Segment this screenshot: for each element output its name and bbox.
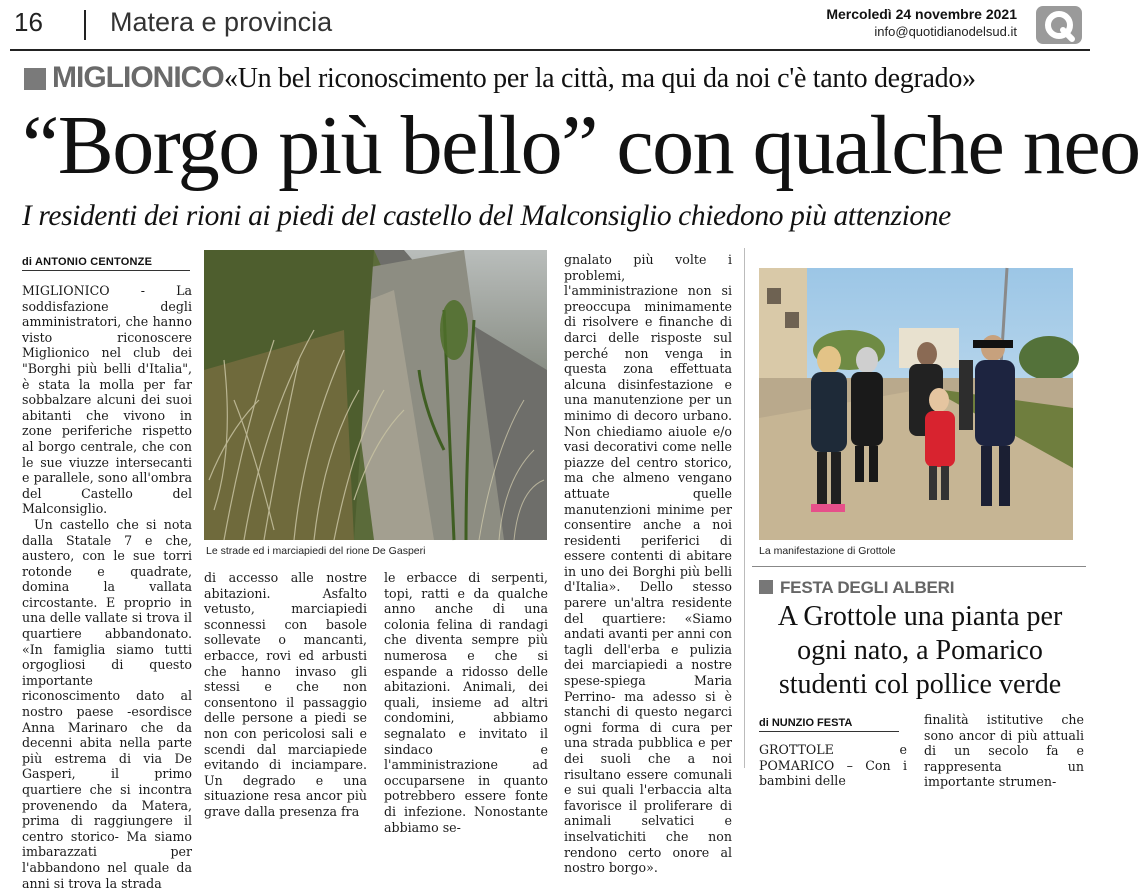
- sidebar-kicker-square-icon: [759, 580, 773, 594]
- sidebar-paragraph: finalità istitutive che sono ancor di più attuali di un secolo fa e rappresenta un importante strumen-: [924, 712, 1084, 790]
- article-column-2: [204, 570, 367, 820]
- photo-caption-sidewalk: Le strade ed i marciapiedi del rione De Gasperi: [206, 545, 426, 557]
- article-column-4: [564, 252, 732, 876]
- sidebar-photo-grottole: [759, 268, 1073, 540]
- article-byline: di ANTONIO CENTONZE: [22, 256, 153, 268]
- contact-email: info@quotidianodelsud.it: [874, 24, 1017, 39]
- article-paragraph: gnalato più volte i problemi, l'amministrazione non si preoccupa minimamente di risolvere e finanche di darci delle risposte sul perché non venga in questa zona effettuata alcuna disinfestazione e una manutenzione per un minimo di decoro urbano. Non chiediamo aiuole e/o vasi decorativi come nelle piazze del centro storico, ma che almeno vengano attuate quelle manutenzioni minime per consentire anche a noi residenti periferici di essere contenti di abitare in uno dei Borghi più belli d'Italia». Dello stesso parere un'altra residente del quartiere: «Siamo andati avanti per anni con tagli dell'erba e pulizia dei marciapiedi a nostre spese-spiega Maria Perrino- ma adesso si è stanchi di questo negarci ogni forma di cura per una strada pubblica e per dei suoli che a noi risultano essere comunali e sui quali l'erbaccia alta favorisce il proliferare di animali selvatici e inselvatichiti che non rendono certo onore al nostro borgo».: [564, 252, 732, 876]
- kicker-square-icon: [24, 68, 46, 90]
- sidebar-paragraph: GROTTOLE e POMARICO – Con i bambini delle: [759, 742, 907, 789]
- article-kicker: MIGLIONICO: [52, 61, 224, 94]
- article-photo-sidewalk: [204, 250, 547, 540]
- sidebar-column-2: [924, 712, 1084, 790]
- sidebar-kicker: FESTA DEGLI ALBERI: [780, 578, 955, 597]
- article-paragraph: MIGLIONICO - La soddisfazione degli amministratori, che hanno visto riconoscere Miglionico nel club dei "Borghi più belli d'Italia", è stata la molla per far sobbalzare alcuni dei suoi abitanti che vivono in zone periferiche rispetto al borgo centrale, che con le sue viuzze intersecanti e parallele, sono all'ombra del Castello del Malconsiglio.: [22, 283, 192, 517]
- sidebar-rule: [752, 566, 1086, 567]
- newspaper-logo-icon: [1036, 6, 1082, 44]
- sidebar-byline-rule: [759, 731, 899, 732]
- article-column-3: [384, 570, 548, 835]
- article-headline: “Borgo più bello” con qualche neo: [22, 99, 1140, 192]
- article-paragraph: Un castello che si nota dalla Statale 7 e che, austero, con le sue torri rotonde e quadrate, domina la vallata circostante. E proprio in una delle vallate si trova il quartiere abbandonato. «In famiglia siamo tutti orgogliosi di questo importante riconoscimento dato al nostro paese -esordisce Anna Marinaro che da decenni abita nella parte più estrema di via De Gasperi, il primo quartiere che si incontra provenendo da Matera, prima di raggiungere il centro storico- Ma siamo imbarazzati per l'abbandono nel quale da anni si trova la strada: [22, 516, 192, 891]
- sidebar-column-1: [759, 742, 907, 789]
- sidebar-byline: di NUNZIO FESTA: [759, 717, 853, 729]
- section-name: Matera e provincia: [110, 7, 333, 37]
- article-subheadline: I residenti dei rioni ai piedi del castello del Malconsiglio chiedono più attenzione: [22, 200, 951, 232]
- article-paragraph: le erbacce di serpenti, topi, ratti e da qualche anno anche di una colonia felina di randagi che diventa sempre più numerosa e che si espande a ridosso delle abitazioni. Animali, dei quali, insieme ad altri condomini, abbiamo segnalato e invitato il sindaco e l'amministrazione ad occuparsene in quanto potrebbero essere fonte di infezione. Nonostante abbiamo se-: [384, 570, 548, 835]
- issue-date: Mercoledì 24 novembre 2021: [826, 6, 1017, 22]
- header-divider: [84, 10, 86, 40]
- photo-caption-grottole: La manifestazione di Grottole: [759, 545, 896, 557]
- article-overline: «Un bel riconoscimento per la città, ma qui da noi c'è tanto degrado»: [224, 63, 976, 94]
- sidebar-separator: [744, 248, 745, 768]
- byline-rule: [22, 270, 190, 271]
- header-rule: [10, 49, 1090, 51]
- article-column-1: [22, 283, 192, 891]
- article-paragraph: di accesso alle nostre abitazioni. Asfalto vetusto, marciapiedi sconnessi con basole sollevate o mancanti, erbacce, rovi ed arbusti che hanno invaso gli stessi e che non consentono il passaggio delle persone a piedi se non con pericolosi sali e scendi dal marciapiede evitando di inciampare. Un degrado e una situazione resa ancor più grave dalla presenza fra: [204, 570, 367, 819]
- sidebar-headline: A Grottole una pianta per ogni nato, a Pomarico studenti col pollice verde: [777, 601, 1063, 700]
- page-number: 16: [14, 7, 43, 37]
